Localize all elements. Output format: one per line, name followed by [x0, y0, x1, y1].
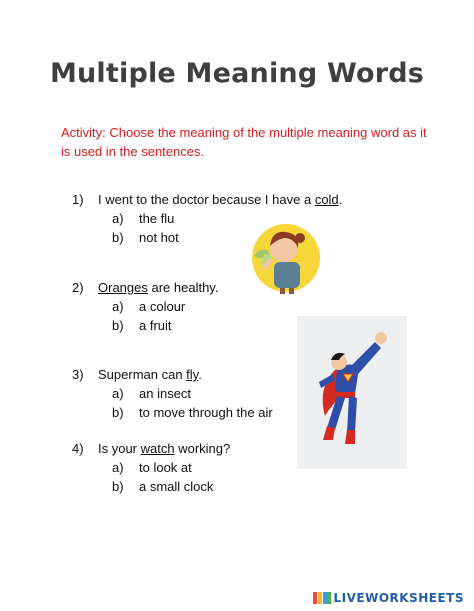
- option-text: to move through the air: [139, 405, 273, 420]
- option-a[interactable]: [112, 386, 191, 401]
- keyword: Oranges: [98, 280, 148, 295]
- option-b[interactable]: [112, 230, 179, 245]
- question-stem: [98, 441, 230, 456]
- option-text: the flu: [139, 211, 175, 226]
- option-a[interactable]: [112, 460, 192, 475]
- liveworksheets-footer: [313, 589, 464, 607]
- option-letter: a): [112, 299, 124, 314]
- option-letter: b): [112, 318, 124, 333]
- option-text: an insect: [139, 386, 192, 401]
- option-letter: a): [112, 211, 124, 226]
- page-title: Multiple Meaning Words: [49, 58, 425, 89]
- question-number: 3): [72, 367, 84, 382]
- question-stem: [98, 192, 342, 207]
- keyword: fly: [186, 367, 199, 382]
- liveworksheets-logo-icon: [313, 590, 331, 606]
- option-text: a fruit: [139, 318, 172, 333]
- option-b[interactable]: [112, 318, 172, 333]
- brand-name[interactable]: LIVEWORKSHEETS: [333, 591, 464, 605]
- sick-girl-picture: [244, 216, 324, 294]
- option-letter: b): [112, 479, 124, 494]
- option-b[interactable]: [112, 479, 213, 494]
- question-number: 1): [72, 192, 84, 207]
- stem-text: .: [338, 192, 343, 207]
- stem-text: Superman can: [98, 367, 187, 382]
- stem-text: working?: [174, 441, 231, 456]
- stem-text: are healthy.: [147, 280, 219, 295]
- stem-text: .: [198, 367, 202, 382]
- option-text: not hot: [139, 230, 179, 245]
- option-letter: a): [112, 386, 124, 401]
- question-stem: [98, 367, 202, 382]
- option-text: to look at: [139, 460, 192, 475]
- keyword: watch: [140, 441, 175, 456]
- question-number: 4): [72, 441, 84, 456]
- option-letter: b): [112, 230, 124, 245]
- option-b[interactable]: [112, 405, 273, 420]
- activity-instructions: Activity: Choose the meaning of the multiple meaning word as it is used in the sentences.: [61, 125, 427, 159]
- sick-girl-icon: [244, 216, 324, 294]
- option-text: a small clock: [139, 479, 214, 494]
- question-stem: [98, 280, 218, 295]
- question-number: 2): [72, 280, 84, 295]
- stem-text: Is your: [98, 441, 141, 456]
- option-letter: a): [112, 460, 124, 475]
- superman-flying-icon: [297, 316, 407, 469]
- option-text: a colour: [139, 299, 186, 314]
- stem-text: I went to the doctor because I have a: [98, 192, 315, 207]
- option-a[interactable]: [112, 299, 185, 314]
- keyword: cold: [314, 192, 339, 207]
- superhero-picture: [297, 316, 407, 469]
- option-a[interactable]: [112, 211, 174, 226]
- option-letter: b): [112, 405, 124, 420]
